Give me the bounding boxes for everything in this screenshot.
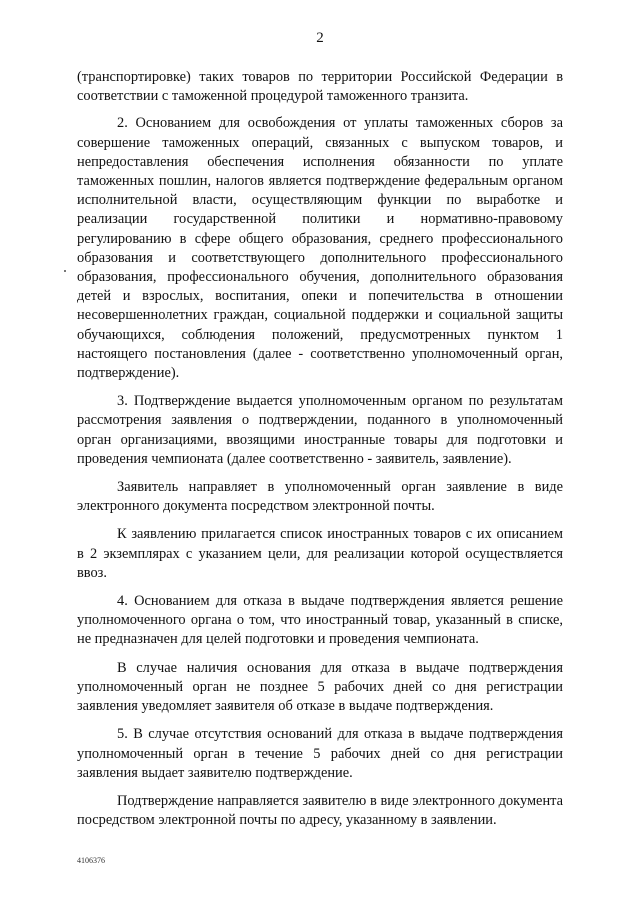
paragraph-item-3: 3. Подтверждение выдается уполномоченным органом по результатам рассмотрения заявления о подтверждении, поданного в уполномоченный орган организациями, ввозящими иностранные товары для подготовки и проведения чемпионата (далее соответственно - заявитель, заявление).	[77, 393, 563, 467]
document-code: 4106376	[77, 856, 105, 865]
paragraph-item-5: 5. В случае отсутствия оснований для отказа в выдаче подтверждения уполномоченный орган в течение 5 рабочих дней со дня регистрации заявления выдает заявителю подтверждение.	[77, 726, 563, 781]
paragraph-delivery: Подтверждение направляется заявителю в виде электронного документа посредством электронной почты по адресу, указанному в заявлении.	[77, 792, 563, 829]
document-body	[77, 68, 563, 839]
paragraph-applicant-submission: Заявитель направляет в уполномоченный орган заявление в виде электронного документа посредством электронной почты.	[77, 479, 563, 515]
scan-mark	[64, 270, 66, 272]
paragraph-item-4: 4. Основанием для отказа в выдаче подтверждения является решение уполномоченного органа о том, что иностранный товар, указанный в списке, не предназначен для целей подготовки и проведения чемпионата.	[77, 593, 563, 648]
page-number: 2	[316, 30, 324, 46]
paragraph-refusal-notice: В случае наличия основания для отказа в выдаче подтверждения уполномоченный орган не позднее 5 рабочих дней со дня регистрации заявления уведомляет заявителя об отказе в выдаче подтверждения.	[77, 659, 563, 715]
paragraph-item-2: 2. Основанием для освобождения от уплаты таможенных сборов за совершение таможенных операций, связанных с выпуском товаров, и непредоставления обеспечения исполнения обязанности по уплате таможенных пошлин, налогов является подтверждение федеральным органом исполнительной власти, осуществляющим функции по выработке и реализации государственной политики и нормативно-правовому регулированию в сфере общего образования, среднего профессионального образования и соответствующего дополнительного профессионального образования, профессионального обучения, дополнительного образования детей и взрослых, воспитания, опеки и попечительства в отношении несовершеннолетних граждан, социальной поддержки и социальной защиты обучающихся, соблюдения положений, предусмотренных пунктом 1 настоящего постановления (далее - соответственно уполномоченный орган, подтверждение).	[77, 115, 563, 382]
paragraph-attachment-list: К заявлению прилагается список иностранных товаров с их описанием в 2 экземплярах с указанием цели, для реализации которой осуществляется ввоз.	[77, 526, 563, 581]
paragraph-continuation: (транспортировке) таких товаров по территории Российской Федерации в соответствии с таможенной процедурой таможенного транзита.	[77, 69, 563, 105]
